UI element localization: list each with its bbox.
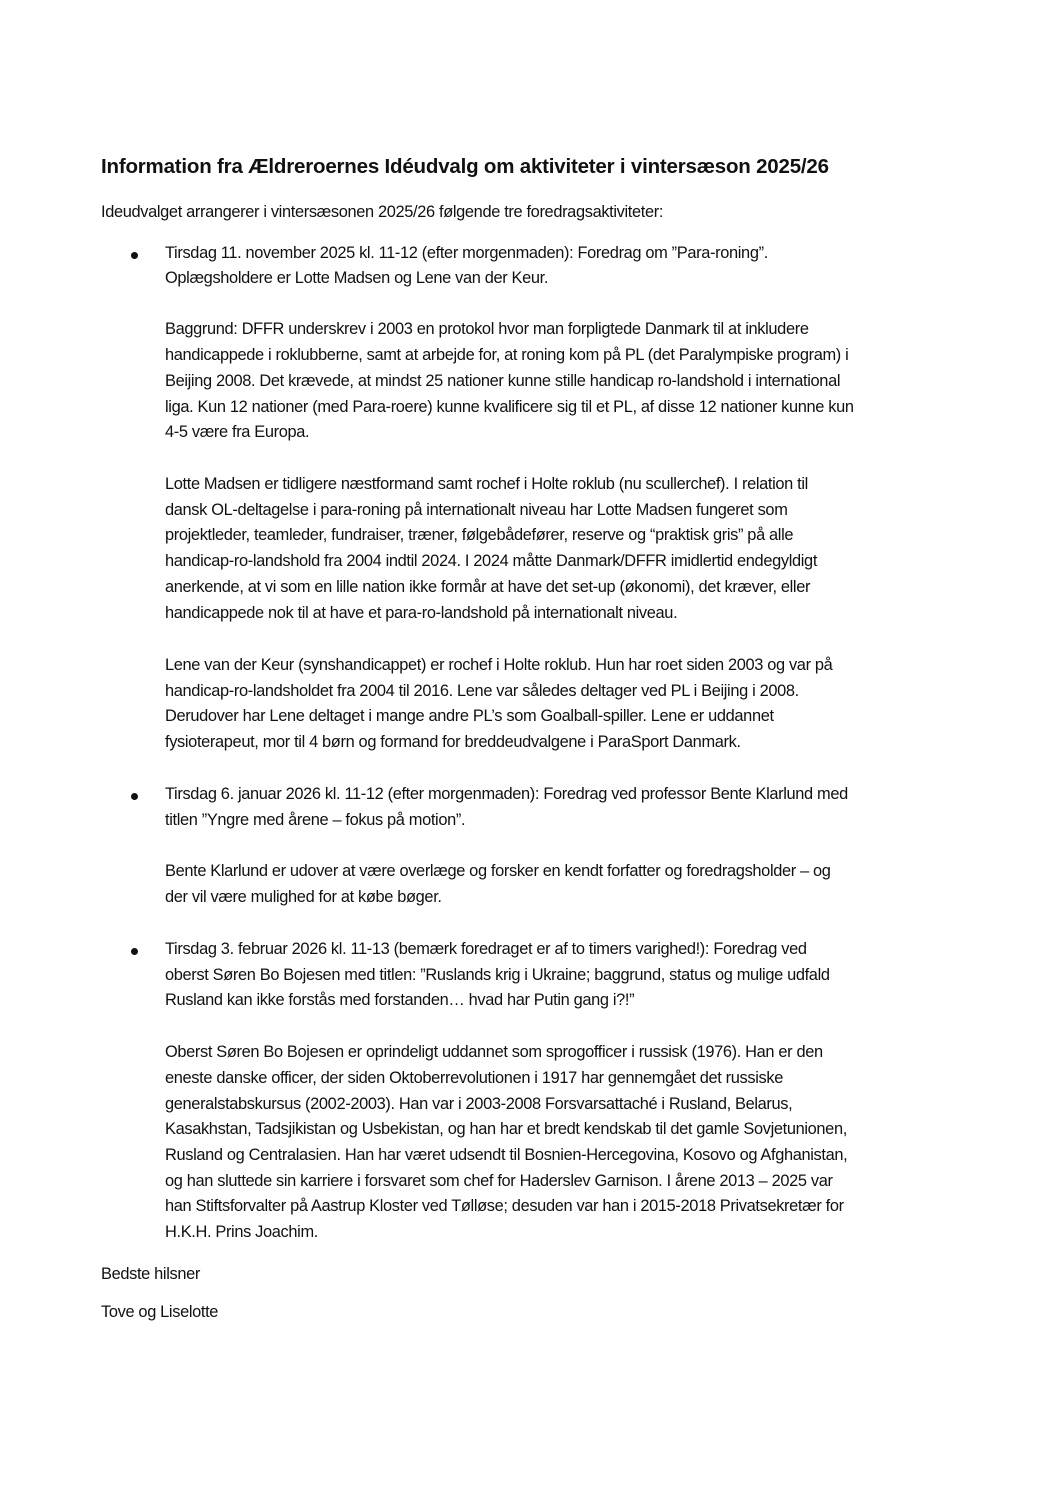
paragraph-line: H.K.H. Prins Joachim. <box>165 1223 318 1241</box>
paragraph-line: Baggrund: DFFR underskrev i 2003 en protokol hvor man forpligtede Danmark til at inkludere <box>165 320 809 338</box>
paragraph-line: eneste danske officer, der siden Oktoberrevolutionen i 1917 har gennemgået det russiske <box>165 1069 783 1087</box>
paragraph-line: projektleder, teamleder, fundraiser, træner, følgebådefører, reserve og “praktisk gris” på alle <box>165 526 794 544</box>
paragraph-line: Lene van der Keur (synshandicappet) er rochef i Holte roklub. Hun har roet siden 2003 og var på <box>165 656 833 674</box>
document-title: Information fra Ældreroernes Idéudvalg om aktiviteter i vintersæson 2025/26 <box>101 155 829 178</box>
paragraph-line: Rusland og Centralasien. Han har været udsendt til Bosnien-Hercegovina, Kosovo og Afghanistan, <box>165 1146 848 1164</box>
bullet-icon <box>131 793 138 800</box>
paragraph-line: Bente Klarlund er udover at være overlæge og forsker en kendt forfatter og foredragsholder – og <box>165 862 831 880</box>
paragraph-line: han Stiftsforvalter på Aastrup Kloster ved Tølløse; desuden var han i 2015-2018 Privatsekretær for <box>165 1197 844 1215</box>
paragraph-line: handicappede i roklubberne, samt at arbejde for, at roning kom på PL (det Paralympiske program) i <box>165 346 849 364</box>
paragraph-line: handicap-ro-landsholdet fra 2004 til 2016. Lene var således deltager ved PL i Beijing i 2008. <box>165 682 799 700</box>
bullet-icon <box>131 252 138 259</box>
paragraph-line: handicappede nok til at have et para-ro-landshold på internationalt niveau. <box>165 604 678 622</box>
signature-text: Tove og Liselotte <box>101 1303 219 1321</box>
paragraph-line: liga. Kun 12 nationer (med Para-roere) kunne kvalificere sig til et PL, af disse 12 nationer kunne kun <box>165 398 854 416</box>
paragraph-line: Derudover har Lene deltaget i mange andre PL’s som Goalball-spiller. Lene er uddannet <box>165 707 774 725</box>
paragraph-line: generalstabskursus (2002-2003). Han var i 2003-2008 Forsvarsattaché i Rusland, Belarus, <box>165 1095 793 1113</box>
paragraph-line: der vil være mulighed for at købe bøger. <box>165 888 442 906</box>
paragraph-line: 4-5 være fra Europa. <box>165 423 310 441</box>
item-heading-line: Rusland kan ikke forstås med forstanden… hvad har Putin gang i?!” <box>165 991 635 1009</box>
paragraph-line: anerkende, at vi som en lille nation ikke formår at have det set-up (økonomi), det kræver, eller <box>165 578 811 596</box>
paragraph-line: fysioterapeut, mor til 4 børn og formand for breddeudvalgene i ParaSport Danmark. <box>165 733 741 751</box>
paragraph-line: dansk OL-deltagelse i para-roning på internationalt niveau har Lotte Madsen fungeret som <box>165 501 788 519</box>
closing-text: Bedste hilsner <box>101 1265 200 1283</box>
paragraph-line: handicap-ro-landshold fra 2004 indtil 2024. I 2024 måtte Danmark/DFFR imidlertid endegyldigt <box>165 552 818 570</box>
bullet-icon <box>131 948 138 955</box>
paragraph-line: Lotte Madsen er tidligere næstformand samt rochef i Holte roklub (nu scullerchef). I relation til <box>165 475 808 493</box>
paragraph-line: Oberst Søren Bo Bojesen er oprindeligt uddannet som sprogofficer i russisk (1976). Han er den <box>165 1043 823 1061</box>
item-heading-line: Tirsdag 6. januar 2026 kl. 11-12 (efter morgenmaden): Foredrag ved professor Bente Klarlund med <box>165 785 848 803</box>
item-heading-line: Oplægsholdere er Lotte Madsen og Lene van der Keur. <box>165 269 549 287</box>
item-heading-line: Tirsdag 3. februar 2026 kl. 11-13 (bemærk foredraget er af to timers varighed!): Foredrag ved <box>165 940 807 958</box>
item-heading-line: Tirsdag 11. november 2025 kl. 11-12 (efter morgenmaden): Foredrag om ”Para-roning”. <box>165 244 768 262</box>
paragraph-line: Kasakhstan, Tadsjikistan og Usbekistan, og han har et bredt kendskab til det gamle Sovjetunionen, <box>165 1120 847 1138</box>
paragraph-line: Beijing 2008. Det krævede, at mindst 25 nationer kunne stille handicap ro-landshold i international <box>165 372 841 390</box>
item-heading-line: titlen ”Yngre med årene – fokus på motion”. <box>165 811 466 829</box>
item-heading-line: oberst Søren Bo Bojesen med titlen: ”Ruslands krig i Ukraine; baggrund, status og mulige udfald <box>165 966 830 984</box>
intro-text: Ideudvalget arrangerer i vintersæsonen 2025/26 følgende tre foredragsaktiviteter: <box>101 203 664 221</box>
paragraph-line: og han sluttede sin karriere i forsvaret som chef for Haderslev Garnison. I årene 2013 – 2025 var <box>165 1172 833 1190</box>
